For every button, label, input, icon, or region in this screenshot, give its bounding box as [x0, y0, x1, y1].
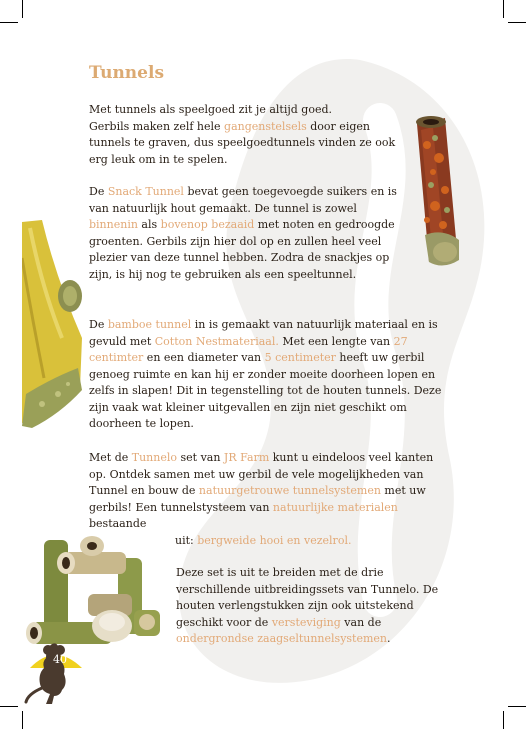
crop-mark-tl-h: [0, 22, 18, 23]
page-title: Tunnels: [89, 63, 165, 83]
bamboo-tunnel-image: [22, 218, 84, 430]
crop-mark-br-h: [508, 706, 526, 707]
crop-mark-br-v: [503, 711, 504, 729]
tunnelo-paragraph: Met de Tunnelo set van JR Farm kunt u eindeloos veel kanten op. Ontdek samen met uw gerbil de vele mogelijkheden van Tunnel en bouw de natuurgetrouwe tunnelsystemen met uw gerbils! Een tunnelstysteem van natuurlijke materialen bestaande uit: bergweide hooi en vezelrol.: [89, 451, 434, 547]
snack-tunnel-image: [405, 110, 467, 270]
bamboo-tunnel-paragraph: De bamboe tunnel in is gemaakt van natuurlijk materiaal en is gevuld met Cotton Nestmateriaal. Met een lengte van 27 centimter en een diameter van 5 centimeter heeft uw gerbil genoeg ruimte en kan hij er zonder moeite doorheen lopen en zelfs in slapen! Dit in tegenstelling tot de houten tunnels. Deze zijn vaak wat kleiner uitgevallen en zijn niet geschikt om doorheen te lopen.: [89, 318, 442, 430]
crop-mark-bl-h: [0, 706, 18, 707]
extension-sets-paragraph: Deze set is uit te breiden met de drie verschillende uitbreidingssets van Tunnelo. De houten verlengstukken zijn ook uitstekend geschikt voor de versteviging van de ondergrondse zaagseltunnelsystemen.: [176, 566, 439, 645]
crop-mark-tr-v: [503, 0, 504, 18]
crop-mark-bl-v: [22, 711, 23, 729]
snack-tunnel-paragraph: De Snack Tunnel bevat geen toegevoegde suikers en is van natuurlijk hout gemaakt. De tunnel is zowel binnenin als bovenop bezaaid met noten en gedroogde groenten. Gerbils zijn hier dol op en zullen heel veel plezier van deze tunnel hebben. Zodra de snackjes op zijn, is hij nog te gebruiken als een speeltunnel.: [89, 185, 397, 281]
crop-mark-tl-v: [22, 0, 23, 18]
crop-mark-tr-h: [508, 22, 526, 23]
intro-paragraph: Met tunnels als speelgoed zit je altijd goed. Gerbils maken zelf hele gangenstelsels door eigen tunnels te graven, dus speelgoedtunnels vinden ze ook erg leuk om in te spelen.: [89, 103, 396, 166]
gerbil-silhouette-icon: [22, 630, 88, 706]
page-number: 40: [53, 653, 67, 666]
